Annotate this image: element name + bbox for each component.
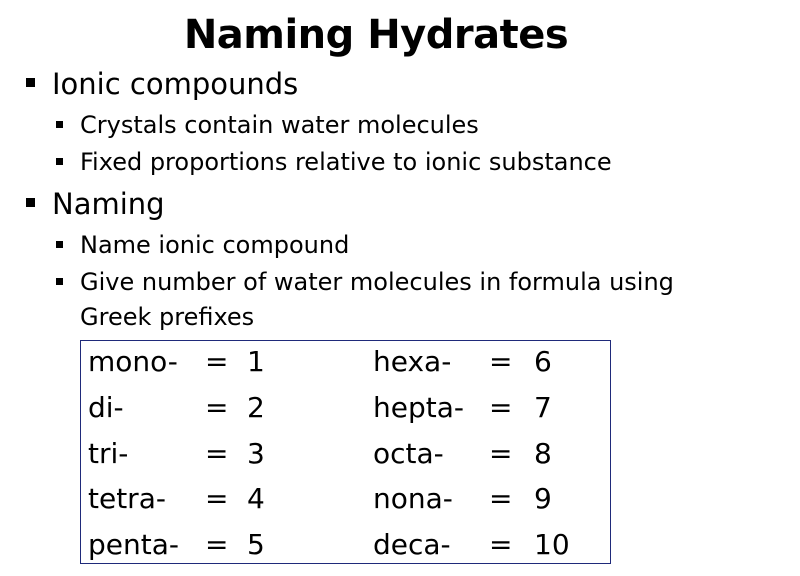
prefix-value: 3 — [247, 437, 265, 470]
prefix-value: 4 — [247, 482, 265, 515]
prefix-mono: mono- — [88, 345, 178, 378]
equals-sign: = — [205, 482, 229, 515]
greek-prefix-table — [80, 340, 611, 564]
sub-bullet-text: Name ionic compound — [80, 231, 350, 259]
prefix-hepta: hepta- — [373, 391, 464, 424]
prefix-value: 7 — [534, 391, 552, 424]
sub-bullet-text: Give number of water molecules in formula using — [80, 268, 674, 296]
prefix-value: 6 — [534, 345, 552, 378]
equals-sign: = — [205, 437, 229, 470]
prefix-di: di- — [88, 391, 124, 424]
prefix-deca: deca- — [373, 528, 451, 561]
prefix-penta: penta- — [88, 528, 179, 561]
square-bullet-icon — [56, 241, 63, 248]
square-bullet-icon — [56, 278, 63, 285]
square-bullet-icon — [56, 158, 63, 165]
prefix-value: 2 — [247, 391, 265, 424]
equals-sign: = — [489, 391, 513, 424]
equals-sign: = — [205, 528, 229, 561]
sub-bullet-text: Greek prefixes — [80, 303, 255, 331]
square-bullet-icon — [26, 198, 35, 207]
sub-bullet-text: Fixed proportions relative to ionic substance — [80, 148, 612, 176]
square-bullet-icon — [26, 78, 35, 87]
prefix-value: 10 — [534, 528, 570, 561]
bullet-text: Ionic compounds — [52, 67, 299, 101]
prefix-octa: octa- — [373, 437, 444, 470]
equals-sign: = — [205, 391, 229, 424]
prefix-value: 5 — [247, 528, 265, 561]
sub-bullet-text: Crystals contain water molecules — [80, 111, 479, 139]
prefix-tri: tri- — [88, 437, 129, 470]
prefix-hexa: hexa- — [373, 345, 452, 378]
slide-title: Naming Hydrates — [183, 12, 569, 58]
equals-sign: = — [489, 528, 513, 561]
equals-sign: = — [205, 345, 229, 378]
equals-sign: = — [489, 345, 513, 378]
prefix-value: 8 — [534, 437, 552, 470]
prefix-tetra: tetra- — [88, 482, 166, 515]
bullet-text: Naming — [52, 187, 165, 221]
prefix-nona: nona- — [373, 482, 453, 515]
equals-sign: = — [489, 482, 513, 515]
square-bullet-icon — [56, 121, 63, 128]
prefix-value: 1 — [247, 345, 265, 378]
prefix-value: 9 — [534, 482, 552, 515]
equals-sign: = — [489, 437, 513, 470]
